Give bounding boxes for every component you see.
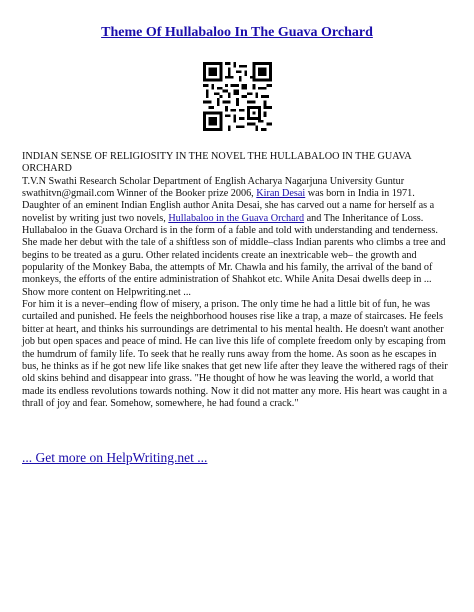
paragraph-1-end: and The Inheritance of Loss. Hullabaloo in the Guava Orchard is in the form of a fable and told with understanding and tenderness. She made her debut with the tale of a shiftless son of middle–class Indian parents who climbs a tree and begins to be treated as a guru. Other related incidents create an inextricable web– the growth and popularity of the Monkey Baba, the attempts of Mr. Chawla and his family, the arrival of the band of monkeys, the efforts of the entire administration of Shahkot etc. While Anita Desai dwells deep in ... Show more content on Helpwriting.net ... [22, 212, 446, 298]
article-body [22, 151, 454, 410]
hullabaloo-link[interactable]: Hullabaloo in the Guava Orchard [168, 212, 305, 224]
article-paragraph-1 [22, 176, 454, 299]
article-heading: INDIAN SENSE OF RELIGIOSITY IN THE NOVEL THE HULLABALOO IN THE GUAVA ORCHARD [22, 151, 412, 175]
kiran-desai-link[interactable]: Kiran Desai [256, 188, 306, 200]
get-more-link[interactable]: ... Get more on HelpWriting.net ... [22, 450, 208, 465]
paragraph-1-start: T.V.N Swathi Research Scholar Department of English Acharya Nagarjuna University Guntur swathitvn@gmail.com Winner of the Booker prize 2006, [22, 175, 405, 200]
qr-code-icon [203, 62, 272, 131]
article-paragraph-2: For him it is a never–ending flow of misery, a prison. The only time he had a little bit of fun, he was curtailed and punished. He feels the neighborhood houses rise like a trap, a maze of staircases. He feels bitter at heart, and thinks his surroundings are detrimental to his mental health. He doesn't want another job but open spaces and peace of mind. He can live this life of complete freedom only by escaping from the humdrum of family life. To seek that he really runs away from the home. As soon as he escapes in bus, he thinks as if he got new life like snakes that get new life after they leave the withered rags of their old skins behind and disappear into grass. "He thought of how he was leaving the world, a world that made its endless revolutions towards nothing. Now it did not matter any more. His heart was caught in a thrall of joy and fear. Somehow, somewhere, he had found a crack." [22, 299, 448, 409]
paragraph-1-middle: was born in India in 1971. Daughter of an eminent Indian English author Anita Desai, she has carved out a name for herself as a novelist by writing just two novels, [22, 188, 435, 224]
document-title-link[interactable]: Theme Of Hullabaloo In The Guava Orchard [101, 25, 373, 40]
